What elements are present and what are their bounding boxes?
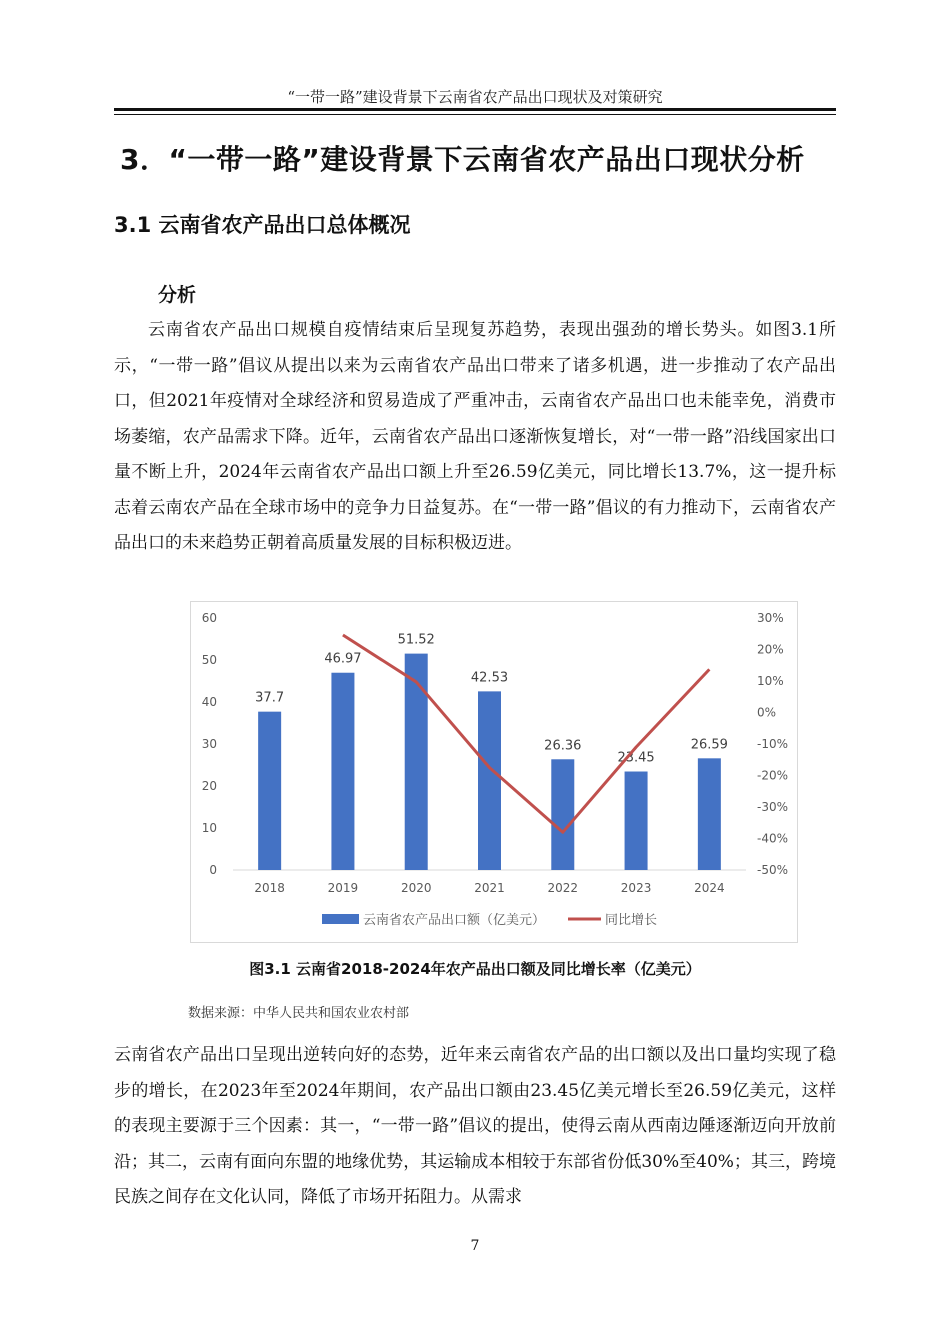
category-label-2022: 2022 — [547, 881, 579, 895]
bar-label-2022: 26.36 — [544, 738, 582, 754]
left-tick-label: 10 — [201, 821, 217, 835]
right-tick-label: -30% — [757, 800, 789, 814]
subsection-heading: 3.1 云南省农产品出口总体概况 — [114, 213, 411, 237]
bar-2023 — [625, 772, 648, 870]
left-tick-label: 50 — [201, 653, 217, 667]
sub-subsection-heading: 分析 — [158, 284, 197, 306]
paragraph-2: 云南省农产品出口呈现出逆转向好的态势，近年来云南省农产品的出口额以及出口量均实现了稳步的增长，在2023年至2024年期间，农产品出口额由23.45亿美元增长至26.59亿美元，这样的表现主要源于三个因素：其一，“一带一路”倡议的提出，使得云南从西南边陲逐渐迈向开放前沿；其二，云南有面向东盟的地缘优势，其运输成本相较于东部省份低30%至40%；其三，跨境民族之间存在文化认同，降低了市场开拓阻力。从需求 — [114, 1045, 836, 1207]
category-label-2020: 2020 — [400, 881, 432, 895]
bar-2022 — [551, 759, 574, 870]
bar-2021 — [478, 691, 501, 870]
bar-2019 — [331, 673, 354, 870]
running-header: “一带一路”建设背景下云南省农产品出口现状及对策研究 — [287, 88, 663, 106]
legend-bar-label: 云南省农产品出口额（亿美元） — [363, 913, 546, 928]
left-tick-label: 0 — [209, 863, 217, 877]
right-tick-label: -10% — [757, 737, 789, 751]
figure-caption: 图3.1 云南省2018-2024年农产品出口额及同比增长率（亿美元） — [249, 960, 701, 978]
chart-figure — [190, 601, 798, 943]
right-tick-label: 10% — [757, 674, 784, 688]
bar-2024 — [698, 758, 721, 870]
right-tick-label: 20% — [757, 642, 784, 657]
category-label-2024: 2024 — [694, 881, 725, 895]
left-tick-label: 60 — [201, 611, 217, 625]
left-tick-label: 40 — [201, 695, 217, 709]
bar-label-2021: 42.53 — [470, 670, 509, 686]
left-tick-label: 30 — [201, 737, 217, 751]
page-number: 7 — [470, 1238, 480, 1254]
growth-line — [343, 632, 709, 832]
bar-label-2018: 37.7 — [255, 690, 285, 706]
section-heading: 3．“一带一路”建设背景下云南省农产品出口现状分析 — [120, 143, 805, 176]
bar-label-2024: 26.59 — [690, 737, 728, 753]
category-label-2019: 2019 — [327, 881, 359, 895]
bar-label-2020: 51.52 — [397, 632, 435, 648]
right-tick-label: -20% — [757, 768, 789, 783]
export-chart — [191, 602, 797, 942]
legend-line-label: 同比增长 — [605, 913, 658, 928]
bar-label-2019: 46.97 — [324, 651, 362, 667]
bar-label-2023: 23.45 — [617, 750, 655, 766]
bar-2020 — [405, 654, 428, 870]
category-label-2018: 2018 — [254, 881, 285, 895]
right-tick-label: -50% — [757, 863, 789, 877]
right-tick-label: 0% — [757, 705, 777, 720]
header-rule-thin — [114, 114, 836, 115]
category-label-2023: 2023 — [620, 881, 652, 895]
figure-source: 数据来源：中华人民共和国农业农村部 — [188, 1006, 410, 1021]
right-tick-label: -40% — [757, 831, 789, 846]
category-label-2021: 2021 — [474, 881, 505, 895]
header-rule-thick — [114, 108, 836, 111]
bar-2018 — [258, 712, 281, 870]
paragraph-1: 云南省农产品出口规模自疫情结束后呈现复苏趋势，表现出强劲的增长势头。如图3.1所示，“一带一路”倡议从提出以来为云南省农产品出口带来了诸多机遇，进一步推动了农产品出口，但2021年疫情对全球经济和贸易造成了严重冲击，云南省农产品出口也未能幸免，消费市场萎缩，农产品需求下降。近年，云南省农产品出口逐渐恢复增长，对“一带一路”沿线国家出口量不断上升，2024年云南省农产品出口额上升至26.59亿美元，同比增长13.7%，这一提升标志着云南农产品在全球市场中的竞争力日益复苏。在“一带一路”倡议的有力推动下，云南省农产品出口的未来趋势正朝着高质量发展的目标积极迈进。 — [114, 320, 836, 553]
legend-bar-swatch — [322, 914, 359, 924]
left-tick-label: 20 — [201, 779, 217, 793]
right-tick-label: 30% — [757, 611, 784, 625]
